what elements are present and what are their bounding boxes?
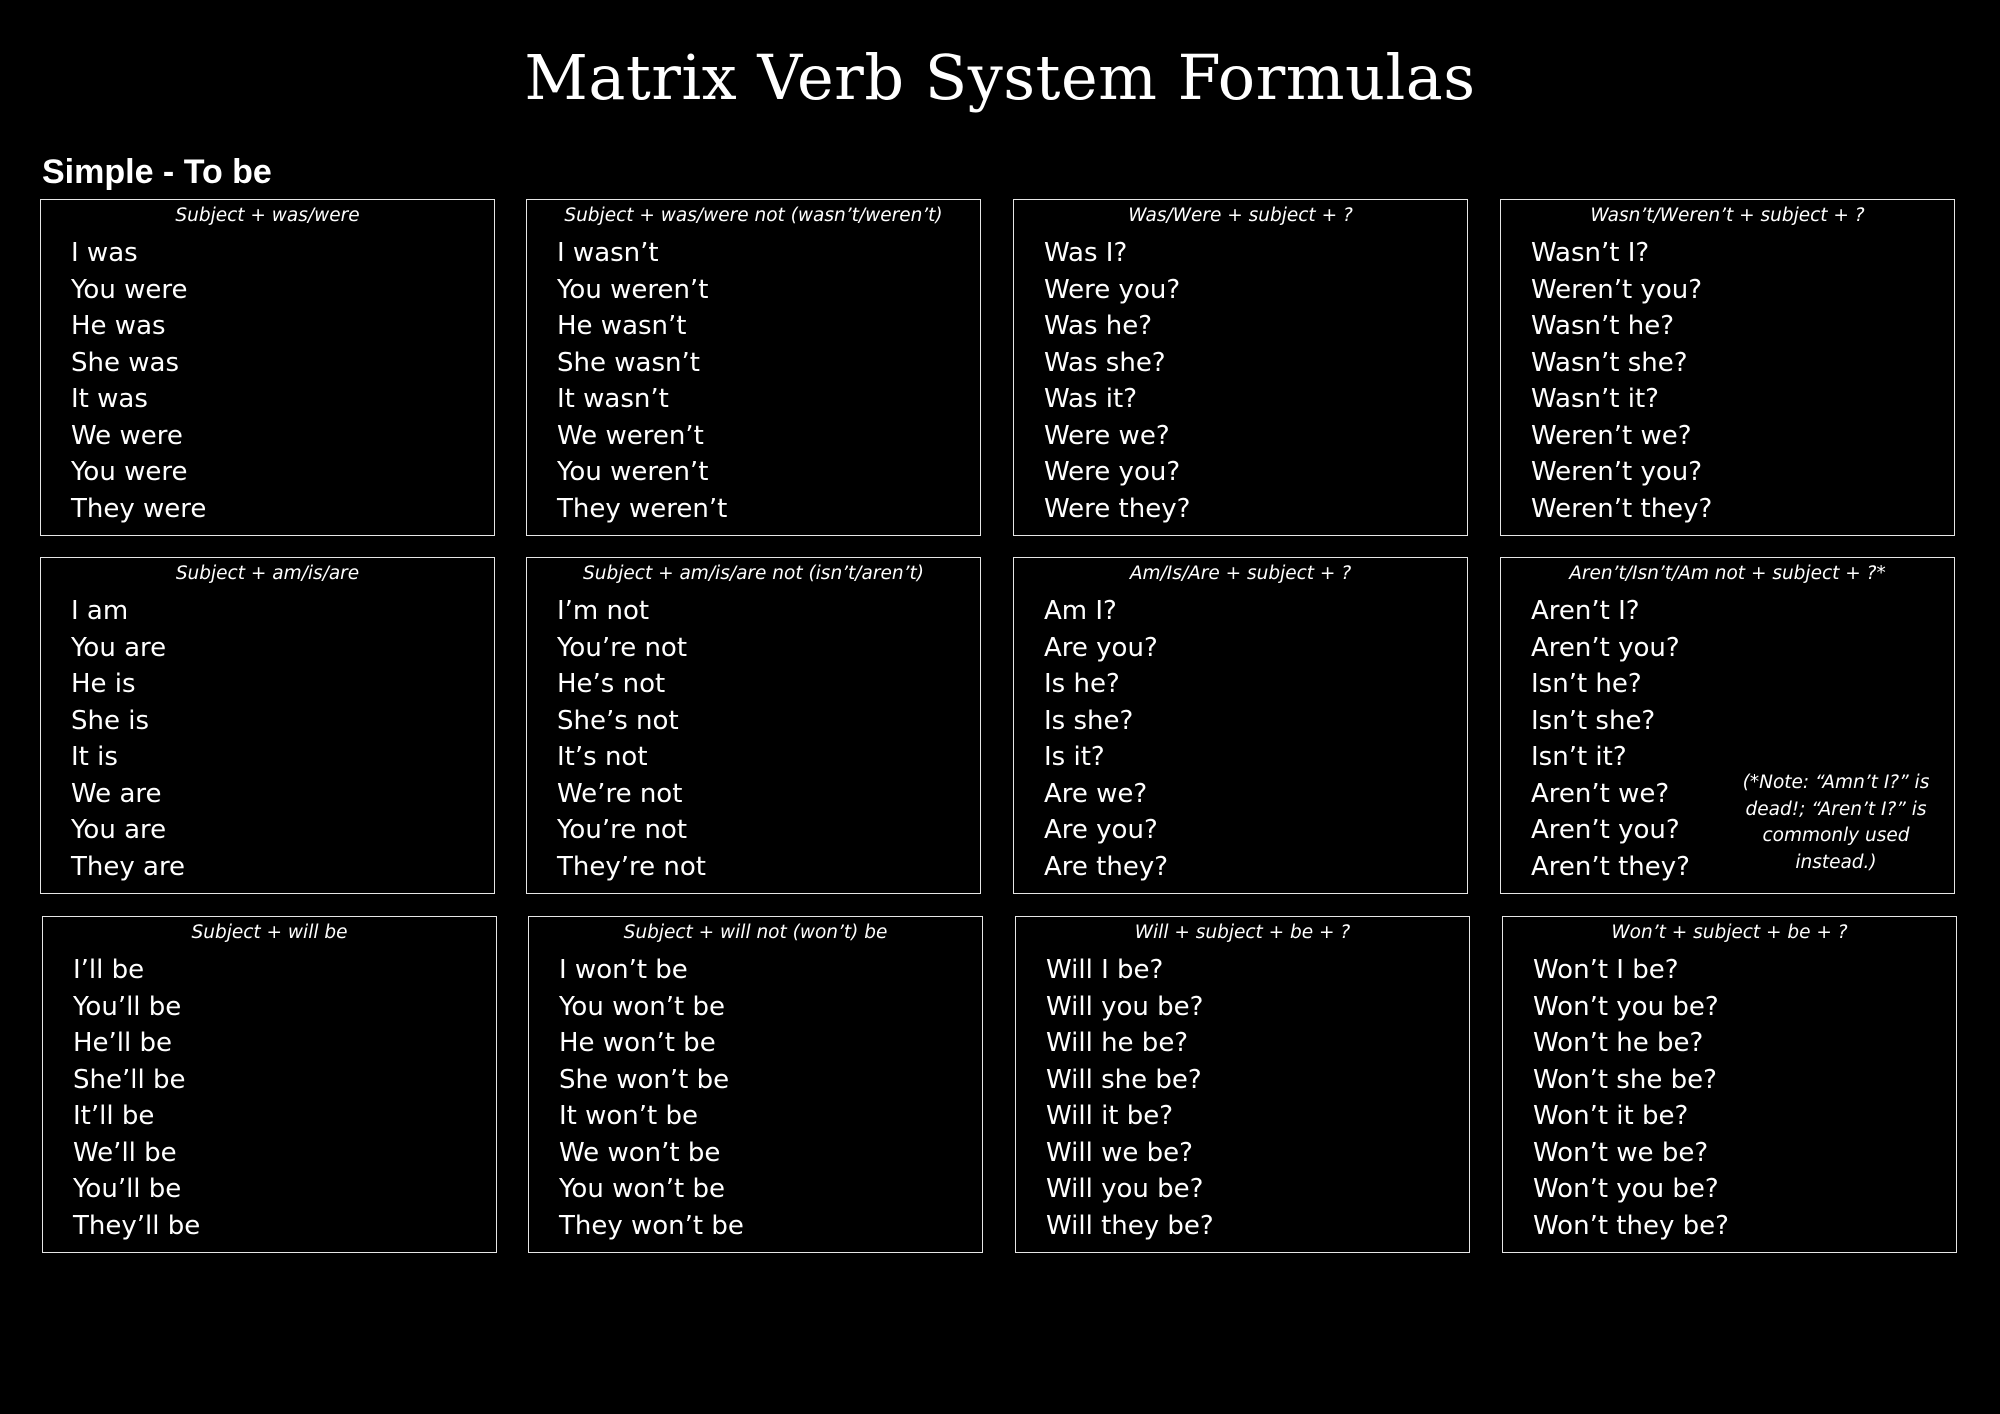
conjugation-line: She wasn’t — [557, 347, 700, 378]
conjugation-line: Weren’t they? — [1531, 493, 1713, 524]
formula-card — [1015, 916, 1470, 1253]
conjugation-line: He won’t be — [559, 1028, 716, 1058]
conjugation-line: Won’t they be? — [1533, 1210, 1729, 1241]
conjugation-line: He is — [71, 669, 136, 699]
conjugation-line: It was — [71, 384, 148, 414]
conjugation-line: Wasn’t it? — [1531, 384, 1659, 414]
conjugation-line: I am — [71, 596, 129, 626]
conjugation-list — [557, 593, 706, 885]
conjugation-line: He was — [71, 311, 166, 341]
formula-card — [1502, 916, 1957, 1253]
conjugation-line: Wasn’t he? — [1531, 311, 1674, 341]
conjugation-line: Aren’t I? — [1531, 596, 1640, 626]
conjugation-line: We weren’t — [557, 420, 704, 451]
conjugation-line: We are — [71, 778, 162, 809]
conjugation-line: You’ll be — [73, 1174, 182, 1204]
conjugation-line: They are — [71, 851, 186, 882]
conjugation-line: Isn’t he? — [1531, 669, 1642, 699]
conjugation-line: You won’t be — [559, 1174, 725, 1204]
conjugation-line: Won’t you be? — [1533, 991, 1719, 1022]
conjugation-line: You won’t be — [559, 991, 725, 1022]
conjugation-line: Were you? — [1044, 274, 1181, 305]
conjugation-line: Won’t we be? — [1533, 1137, 1709, 1168]
conjugation-line: It’s not — [557, 742, 648, 772]
conjugation-line: He’ll be — [73, 1028, 173, 1058]
conjugation-list — [73, 952, 200, 1244]
card-formula-header: Subject + was/were — [175, 205, 360, 226]
conjugation-line: Was I? — [1044, 238, 1128, 268]
conjugation-line: Were you? — [1044, 457, 1181, 487]
conjugation-line: It’ll be — [73, 1101, 155, 1131]
conjugation-line: You weren’t — [557, 274, 709, 305]
conjugation-line: Won’t she be? — [1533, 1064, 1717, 1095]
conjugation-line: Are we? — [1044, 778, 1148, 809]
conjugation-line: Will we be? — [1046, 1137, 1193, 1168]
formula-card — [1500, 557, 1955, 894]
conjugation-line: We’ll be — [73, 1137, 177, 1168]
card-formula-header: Was/Were + subject + ? — [1128, 205, 1353, 226]
conjugation-line: Were we? — [1044, 420, 1170, 451]
card-formula-header: Subject + will not (won’t) be — [623, 922, 888, 943]
conjugation-line: Am I? — [1044, 596, 1117, 626]
conjugation-line: You are — [71, 815, 167, 845]
conjugation-line: Will they be? — [1046, 1210, 1214, 1241]
conjugation-line: Won’t you be? — [1533, 1174, 1719, 1204]
conjugation-line: Were they? — [1044, 493, 1191, 524]
card-formula-header: Wasn’t/Weren’t + subject + ? — [1590, 205, 1865, 226]
conjugation-line: Aren’t we? — [1531, 778, 1670, 809]
conjugation-line: They won’t be — [559, 1210, 744, 1241]
conjugation-line: Will he be? — [1046, 1028, 1189, 1058]
conjugation-list — [1531, 235, 1712, 527]
conjugation-line: She is — [71, 705, 150, 736]
conjugation-line: Will she be? — [1046, 1064, 1202, 1095]
conjugation-line: It wasn’t — [557, 384, 669, 414]
section-heading: Simple - To be — [42, 153, 272, 191]
conjugation-line: Won’t it be? — [1533, 1101, 1689, 1131]
conjugation-line: Is she? — [1044, 705, 1134, 736]
page-title: Matrix Verb System Formulas — [524, 41, 1476, 114]
conjugation-line: Wasn’t she? — [1531, 347, 1688, 378]
conjugation-line: Is he? — [1044, 669, 1120, 699]
formula-card — [1013, 199, 1468, 536]
conjugation-line: Isn’t it? — [1531, 742, 1627, 772]
conjugation-line: You’re not — [557, 815, 688, 845]
conjugation-list — [557, 235, 727, 527]
formula-card — [40, 199, 495, 536]
conjugation-line: I wasn’t — [557, 238, 659, 268]
conjugation-line: She won’t be — [559, 1064, 730, 1095]
conjugation-line: You’ll be — [73, 991, 182, 1022]
conjugation-line: She’s not — [557, 705, 679, 736]
card-formula-header: Am/Is/Are + subject + ? — [1129, 563, 1352, 584]
conjugation-list — [1046, 952, 1214, 1244]
conjugation-line: Are you? — [1044, 815, 1158, 845]
conjugation-line: We were — [71, 420, 183, 451]
card-formula-header: Subject + am/is/are not (isn’t/aren’t) — [583, 563, 924, 584]
conjugation-line: Will you be? — [1046, 1174, 1204, 1204]
conjugation-line: You were — [71, 274, 188, 305]
conjugation-line: Are they? — [1044, 851, 1169, 882]
formula-card — [1500, 199, 1955, 536]
conjugation-list — [1044, 235, 1190, 527]
card-formula-header: Subject + will be — [191, 922, 348, 943]
conjugation-line: Will I be? — [1046, 955, 1164, 985]
conjugation-line: I was — [71, 238, 138, 268]
conjugation-line: Wasn’t I? — [1531, 238, 1650, 268]
conjugation-line: You were — [71, 457, 188, 487]
formula-card — [40, 557, 495, 894]
conjugation-line: Won’t he be? — [1533, 1028, 1704, 1058]
conjugation-list — [1044, 593, 1168, 885]
conjugation-line: She’ll be — [73, 1064, 186, 1095]
conjugation-list — [71, 593, 185, 885]
card-formula-header: Aren’t/Isn’t/Am not + subject + ?* — [1569, 563, 1886, 584]
conjugation-line: Won’t I be? — [1533, 955, 1679, 985]
conjugation-line: Weren’t you? — [1531, 274, 1703, 305]
conjugation-line: You are — [71, 632, 167, 663]
conjugation-line: I won’t be — [559, 955, 688, 985]
conjugation-list — [1533, 952, 1729, 1244]
conjugation-line: Was she? — [1044, 347, 1166, 378]
conjugation-line: Aren’t you? — [1531, 632, 1680, 663]
conjugation-line: You weren’t — [557, 457, 709, 487]
conjugation-line: Aren’t they? — [1531, 851, 1690, 882]
conjugation-line: Weren’t we? — [1531, 420, 1692, 451]
card-formula-header: Subject + was/were not (wasn’t/weren’t) — [564, 205, 943, 226]
conjugation-line: I’m not — [557, 596, 650, 626]
conjugation-line: We’re not — [557, 778, 683, 809]
formula-card — [1013, 557, 1468, 894]
conjugation-list — [71, 235, 206, 527]
formula-card — [526, 557, 981, 894]
conjugation-line: They’ll be — [73, 1210, 201, 1241]
conjugation-line: Isn’t she? — [1531, 705, 1656, 736]
conjugation-list — [1531, 593, 1690, 885]
conjugation-list — [559, 952, 744, 1244]
card-formula-header: Subject + am/is/are — [175, 563, 360, 584]
conjugation-line: He’s not — [557, 669, 666, 699]
conjugation-line: Will it be? — [1046, 1101, 1174, 1131]
conjugation-line: Was it? — [1044, 384, 1138, 414]
card-note: (*Note: “Amn’t I?” is dead!; “Aren’t I?” is commonly used instead.) — [1742, 772, 1930, 873]
conjugation-line: I’ll be — [73, 955, 145, 985]
conjugation-line: You’re not — [557, 632, 688, 663]
formula-card — [42, 916, 497, 1253]
formula-card — [526, 199, 981, 536]
conjugation-line: Is it? — [1044, 742, 1105, 772]
conjugation-line: It is — [71, 742, 118, 772]
conjugation-line: Weren’t you? — [1531, 457, 1703, 487]
conjugation-line: We won’t be — [559, 1137, 721, 1168]
conjugation-line: Was he? — [1044, 311, 1153, 341]
conjugation-line: She was — [71, 347, 179, 378]
conjugation-line: He wasn’t — [557, 311, 687, 341]
card-formula-header: Won’t + subject + be + ? — [1611, 922, 1848, 943]
conjugation-line: Aren’t you? — [1531, 815, 1680, 845]
conjugation-line: It won’t be — [559, 1101, 699, 1131]
conjugation-line: Are you? — [1044, 632, 1158, 663]
conjugation-line: They’re not — [557, 851, 706, 882]
conjugation-line: They were — [71, 493, 207, 524]
card-formula-header: Will + subject + be + ? — [1134, 922, 1351, 943]
formula-card — [528, 916, 983, 1253]
conjugation-line: They weren’t — [557, 493, 728, 524]
conjugation-line: Will you be? — [1046, 991, 1204, 1022]
